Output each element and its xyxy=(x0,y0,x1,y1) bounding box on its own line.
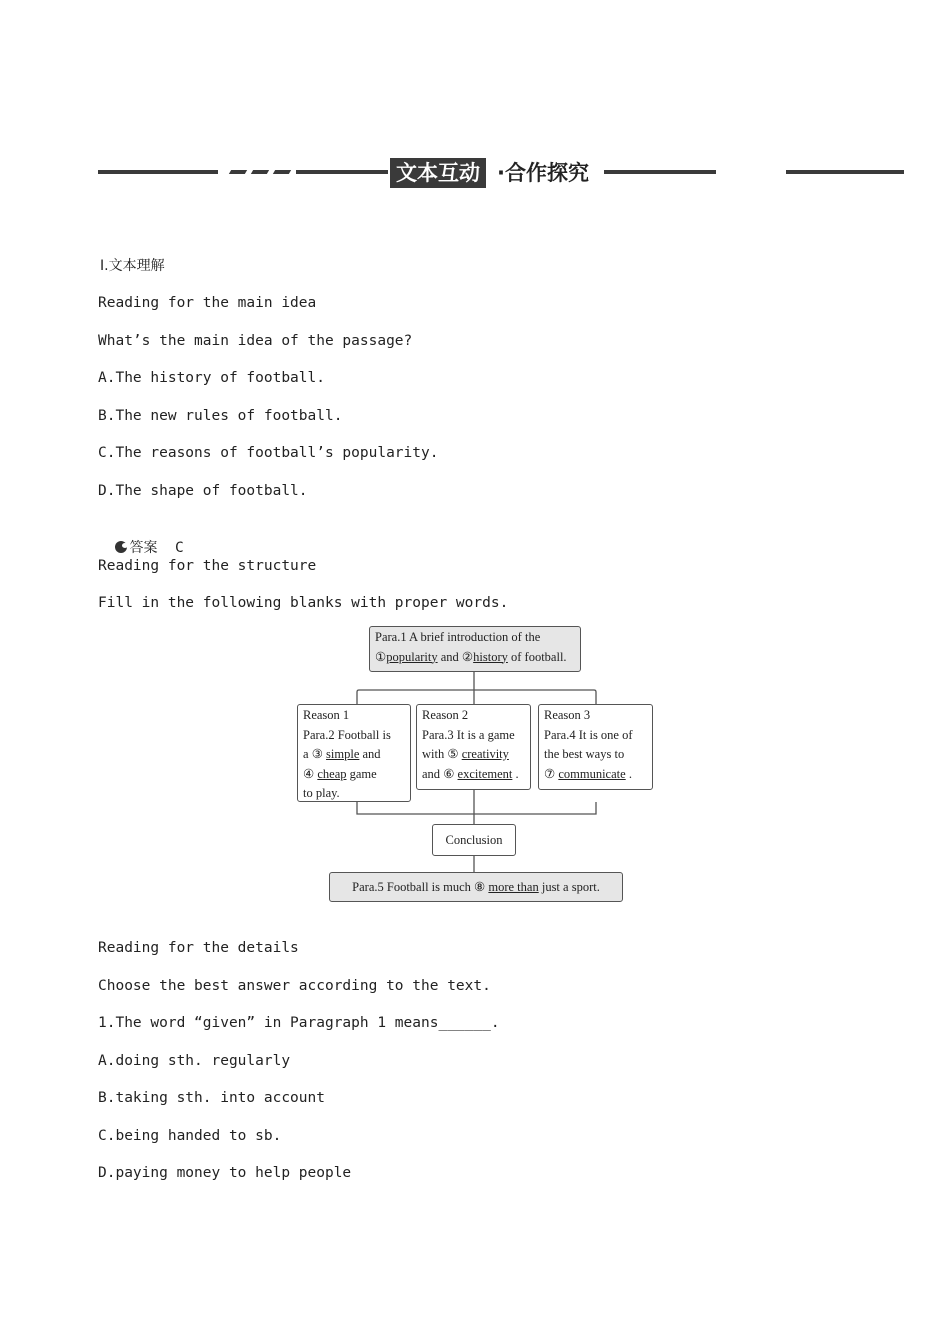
header-title-main: 文本互动 xyxy=(390,158,486,188)
structure-diagram xyxy=(290,620,670,910)
answer-icon xyxy=(115,541,127,553)
option-d: D.The shape of football. xyxy=(98,483,308,499)
blank-number: ③ xyxy=(311,747,323,761)
text: a xyxy=(303,747,312,761)
reason3-line3: the best ways to xyxy=(544,747,625,761)
reason1-line5: to play. xyxy=(303,786,340,800)
details-option-d: D.paying money to help people xyxy=(98,1165,352,1181)
reason1-label: Reason 1 xyxy=(303,708,350,722)
header-rule-right xyxy=(604,170,716,174)
main-idea-heading: Reading for the main idea xyxy=(98,295,317,311)
blank-answer-2: history xyxy=(473,649,508,664)
diagram-bottom-box xyxy=(329,872,623,902)
header-dash xyxy=(251,170,269,174)
reason2-line4 xyxy=(422,765,525,785)
blank-number: ⑦ xyxy=(544,766,556,781)
details-heading: Reading for the details xyxy=(98,940,299,956)
header-rule-mid xyxy=(296,170,388,174)
section-title: Ⅰ.文本理解 xyxy=(100,258,165,274)
structure-heading: Reading for the structure xyxy=(98,558,317,574)
header-rule-far-right xyxy=(786,170,904,174)
answer-line xyxy=(98,518,184,558)
answer-value: C xyxy=(174,540,184,556)
details-option-c: C.being handed to sb. xyxy=(98,1128,282,1144)
blank-number: ⑧ xyxy=(474,880,486,894)
reason1-line4 xyxy=(303,765,405,785)
text: . xyxy=(512,766,519,781)
details-option-a: A.doing sth. regularly xyxy=(98,1053,291,1069)
blank-answer-1: popularity xyxy=(386,649,438,664)
blank-answer-7: communicate xyxy=(558,766,626,781)
answer-label: 答案 xyxy=(129,540,158,556)
text: . xyxy=(625,766,632,781)
reason2-line3 xyxy=(422,745,525,765)
header-title-tail: ·合作探究 xyxy=(497,161,589,185)
details-option-b: B.taking sth. into account xyxy=(98,1090,325,1106)
reason2-line2: Para.3 It is a game xyxy=(422,727,515,742)
blank-number: ④ xyxy=(303,766,315,781)
reason1-box xyxy=(297,704,411,802)
section-header xyxy=(0,150,950,194)
main-idea-question: What’s the main idea of the passage? xyxy=(98,333,413,349)
header-rule-left xyxy=(98,170,218,174)
blank-answer-8: more than xyxy=(488,880,539,894)
header-dash xyxy=(229,170,247,174)
reason2-label: Reason 2 xyxy=(422,708,469,722)
blank-answer-4: cheap xyxy=(317,766,347,781)
reason2-box xyxy=(416,704,531,790)
top-mid: and xyxy=(437,649,462,664)
header-dash xyxy=(273,170,291,174)
option-c: C.The reasons of football’s popularity. xyxy=(98,445,439,461)
diagram-top-box xyxy=(369,626,581,672)
top-tail: of football. xyxy=(507,649,567,664)
reason1-line3 xyxy=(303,745,405,765)
text: game xyxy=(346,766,377,781)
reason3-box xyxy=(538,704,653,790)
reason3-label: Reason 3 xyxy=(544,708,591,722)
blank-number: ⑤ xyxy=(447,747,459,761)
blank-number: ② xyxy=(461,649,474,664)
conclusion-box xyxy=(432,824,516,856)
top-line2 xyxy=(375,648,575,668)
text: Para.5 Football is much xyxy=(352,880,475,894)
blank-answer-5: creativity xyxy=(461,747,509,761)
text: and xyxy=(359,747,381,761)
blank-number: ⑥ xyxy=(443,766,455,781)
reason3-line2: Para.4 It is one of xyxy=(544,727,633,742)
blank-number: ① xyxy=(375,649,387,664)
blank-answer-3: simple xyxy=(326,747,360,761)
details-instruction: Choose the best answer according to the text. xyxy=(98,978,491,994)
details-question: 1.The word “given” in Paragraph 1 means______. xyxy=(98,1015,500,1031)
reason3-line4 xyxy=(544,765,647,785)
option-b: B.The new rules of football. xyxy=(98,408,343,424)
text: and xyxy=(422,766,444,781)
blank-answer-6: excitement xyxy=(457,766,513,781)
text: with xyxy=(422,747,448,761)
text: just a sport. xyxy=(538,880,600,894)
structure-instruction: Fill in the following blanks with proper words. xyxy=(98,595,509,611)
option-a: A.The history of football. xyxy=(98,370,325,386)
conclusion-label: Conclusion xyxy=(445,833,503,847)
reason1-line2: Para.2 Football is xyxy=(303,727,391,742)
top-line1: Para.1 A brief introduction of the xyxy=(375,630,541,644)
